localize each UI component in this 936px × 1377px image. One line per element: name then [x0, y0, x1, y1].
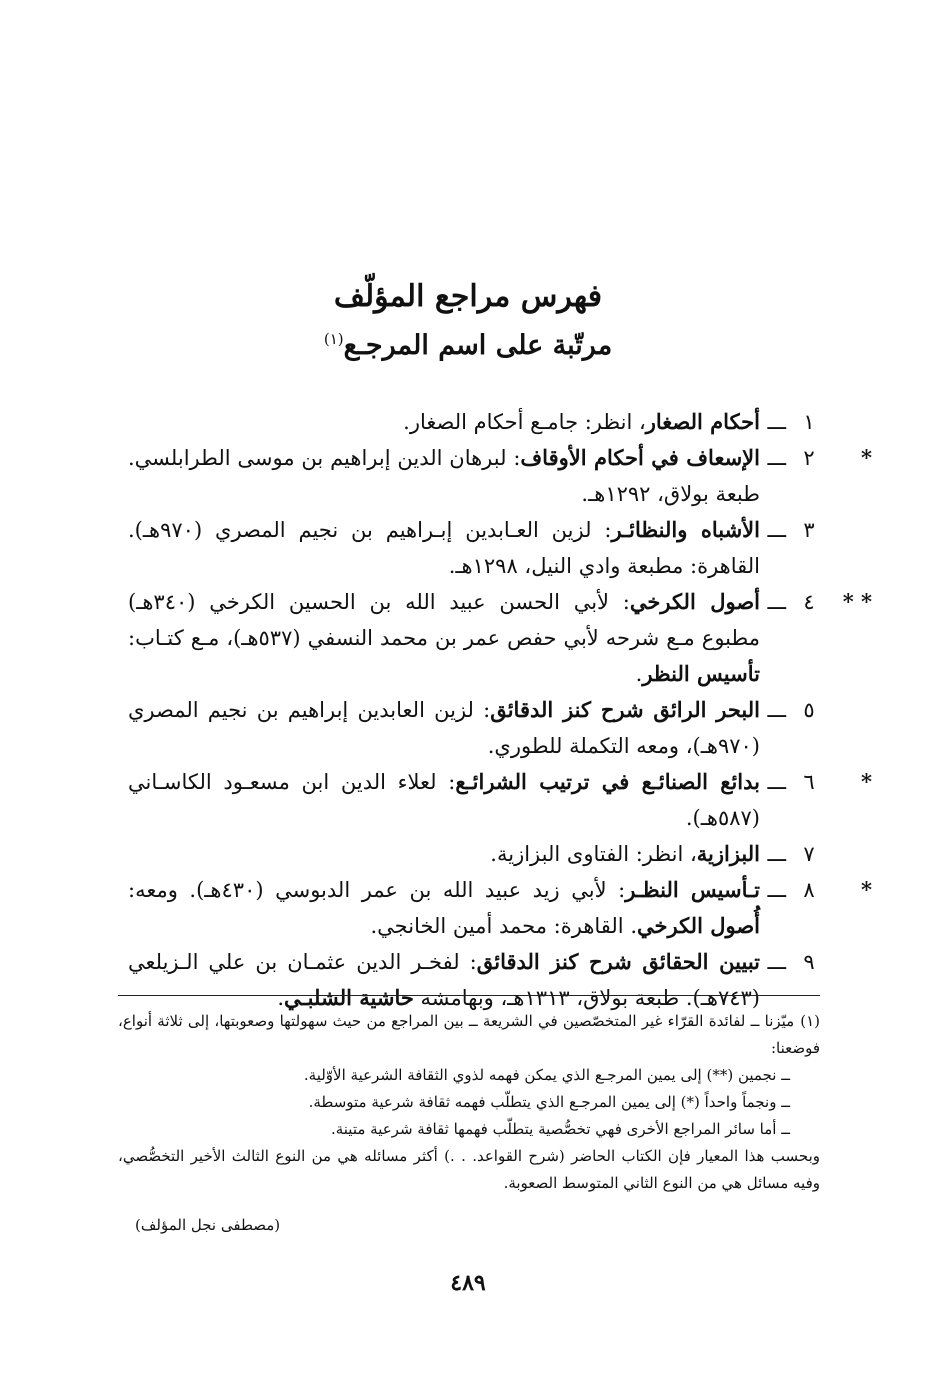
book-title: الإسعاف في أحكام الأوقاف	[520, 445, 760, 470]
entry-dash: ـــ	[767, 878, 786, 902]
footnote-intro-text: ميّزنا ــ لفائدة القرّاء غير المتخصّصين في الشريعة ــ بين المراجع من حيث سهولتها وصعوبتها، إلى ثلاثة أنواع، فوضعنا:	[118, 1012, 820, 1057]
entry-number: ٢	[803, 446, 815, 470]
entry-dash: ـــ	[767, 590, 786, 614]
book-title: تـأسيس النظـر	[625, 877, 761, 902]
entry-details: : لزين العابدين إبراهيم بن نجيم المصري (٩٧٠هـ)، ومعه التكملة للطوري.	[128, 698, 760, 758]
entry-number: ٤	[803, 590, 815, 614]
reference-entry	[0, 584, 936, 692]
reference-entry	[0, 440, 936, 512]
footnote-closing: وبحسب هذا المعيار فإن الكتاب الحاضر (شرح القواعد. . .) أكثر مسائله هي من النوع الثالث الأخير التخصُّصي، وفيه مسائل هي من النوع الثاني المتوسط الصعوبة.	[118, 1147, 820, 1192]
book-title-secondary: أُصول الكرخي	[637, 913, 760, 938]
entry-details: : لبرهان الدين إبراهيم بن موسى الطرابلسي. طبعة بولاق، ١٢٩٢هـ.	[128, 446, 760, 506]
entry-tail: .	[635, 662, 643, 686]
entry-dash: ـــ	[767, 518, 786, 542]
entry-text	[128, 692, 760, 764]
reference-entry	[0, 872, 936, 944]
entry-dash: ـــ	[767, 410, 786, 434]
entry-number: ٣	[803, 518, 815, 542]
entry-details: : لفخـر الدين عثمـان بن علي الـزيلعي (٧٤٣هـ). طبعة بولاق، ١٣١٣هـ، وبهامشه	[128, 950, 760, 1010]
entry-text	[128, 404, 760, 440]
entry-details: : لأبي زيد عبيد الله بن عمر الدبوسي (٤٣٠هـ). ومعه:	[128, 878, 626, 902]
footnote-item: ــ نجمين (**) إلى يمين المرجـع الذي يمكن فهمه لذوي الثقافة الشرعية الأوّلية.	[303, 1066, 790, 1084]
book-title-secondary: حاشية الشلبـي	[284, 985, 414, 1010]
entry-number: ٦	[803, 770, 815, 794]
entry-dash: ـــ	[767, 950, 786, 974]
footnotes	[118, 1008, 820, 1197]
reference-entry	[0, 764, 936, 836]
entry-number: ١	[803, 410, 815, 434]
entry-dash: ـــ	[767, 842, 786, 866]
entry-text	[128, 944, 760, 1016]
footnote-item: ــ أما سائر المراجع الأخرى فهي تخصُّصية يتطلّب فهمها ثقافة شرعية متينة.	[330, 1120, 790, 1138]
title-block	[0, 275, 936, 366]
book-title: البحر الرائق شرح كنز الدقائق	[490, 697, 760, 722]
difficulty-stars: *	[861, 445, 872, 470]
entry-details: : لزين العـابدين إبـراهيم بن نجيم المصري (٩٧٠هـ). القاهرة: مطبعة وادي النيل، ١٢٩٨هـ.	[128, 518, 760, 578]
entry-text	[128, 584, 760, 692]
reference-entry	[0, 944, 936, 1016]
entry-number: ٥	[803, 698, 815, 722]
reference-entry	[0, 836, 936, 872]
entry-dash: ـــ	[767, 698, 786, 722]
reference-entry	[0, 512, 936, 584]
entry-text	[128, 512, 760, 584]
entry-tail: .	[277, 986, 285, 1010]
page-number: ٤٨٩	[450, 1270, 486, 1296]
book-title: بدائع الصنائـع في ترتيب الشرائـع	[455, 769, 760, 794]
entry-number: ٩	[803, 950, 815, 974]
entry-details: : لأبي الحسن عبيد الله بن الحسين الكرخي (٣٤٠هـ) مطبوع مـع شرحه لأبي حفص عمر بن محمد النسفي (٥٣٧هـ)، مـع كتـاب:	[128, 590, 760, 650]
footnote-reference: (١)	[323, 330, 344, 348]
book-title: تبيين الحقائق شرح كنز الدقائق	[476, 949, 761, 974]
book-title: أحكام الصغار	[645, 409, 760, 434]
entry-number: ٧	[803, 842, 815, 866]
entry-dash: ـــ	[767, 446, 786, 470]
book-title: أصول الكرخي	[629, 589, 760, 614]
difficulty-stars: *	[861, 877, 872, 902]
entry-number: ٨	[803, 878, 815, 902]
entry-text	[128, 836, 760, 872]
book-title: البزازية	[696, 841, 760, 866]
entry-details: ، انظر: جامـع أحكام الصغار.	[403, 410, 646, 434]
entry-text	[128, 872, 760, 944]
reference-list	[0, 404, 936, 1016]
entry-details: : لعلاء الدين ابن مسعـود الكاسـاني (٥٨٧هـ).	[128, 770, 760, 830]
book-title-secondary: تأسيس النظر	[642, 661, 760, 686]
footnote-marker: (١)	[800, 1012, 820, 1030]
footnote-divider	[118, 995, 820, 996]
subtitle-text: مرتّبة على اسم المرجـع	[343, 330, 613, 361]
page-title: فهرس مراجع المؤلّف	[333, 279, 603, 314]
difficulty-stars: * *	[842, 589, 872, 614]
book-title: الأشباه والنظائـر	[611, 517, 760, 542]
reference-entry	[0, 692, 936, 764]
page-subtitle	[0, 319, 936, 366]
difficulty-stars: *	[861, 769, 872, 794]
reference-entry	[0, 404, 936, 440]
footnote-item: ــ ونجماً واحداً (*) إلى يمين المرجـع الذي يتطلّب فهمه ثقافة شرعية متوسطة.	[308, 1093, 790, 1111]
entry-tail: . القاهرة: محمد أمين الخانجي.	[370, 914, 637, 938]
entry-text	[128, 764, 760, 836]
footnote-signature: (مصطفى نجل المؤلف)	[135, 1216, 281, 1234]
entry-dash: ـــ	[767, 770, 786, 794]
entry-details: ، انظر: الفتاوى البزازية.	[490, 842, 697, 866]
entry-text	[128, 440, 760, 512]
footnote-intro	[118, 1008, 820, 1062]
